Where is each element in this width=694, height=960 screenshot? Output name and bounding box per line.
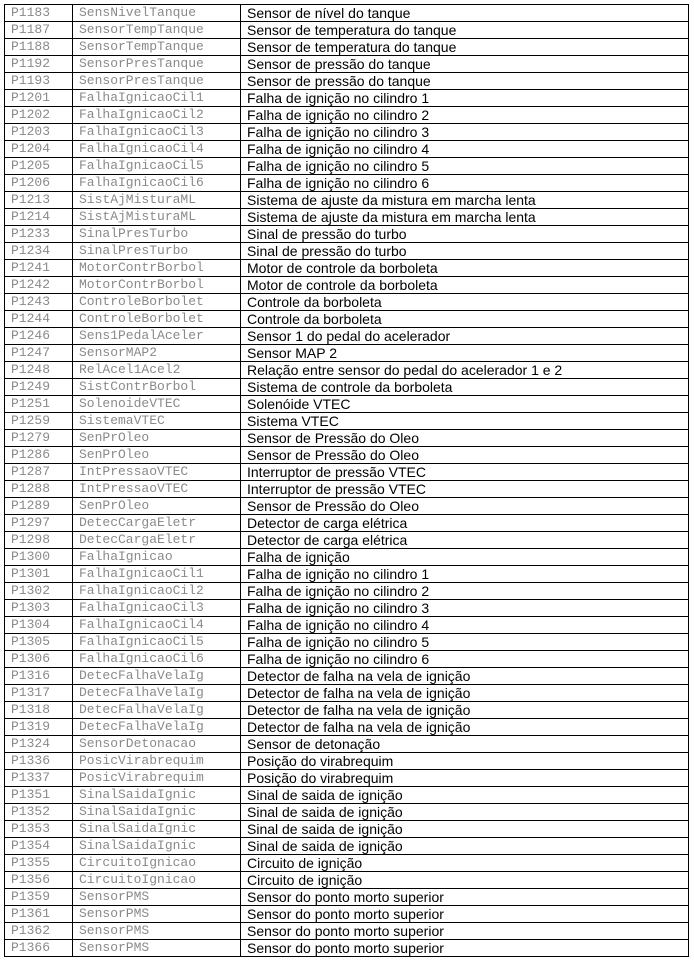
table-row bbox=[5, 481, 689, 498]
table-row bbox=[5, 396, 689, 413]
fault-name-cell: SinalSaidaIgnic bbox=[73, 838, 241, 855]
fault-code-cell: P1288 bbox=[5, 481, 73, 498]
table-row bbox=[5, 753, 689, 770]
table-row bbox=[5, 804, 689, 821]
fault-description-cell: Controle da borboleta bbox=[241, 311, 689, 328]
fault-code-cell: P1183 bbox=[5, 5, 73, 22]
fault-name-cell: SensorPMS bbox=[73, 906, 241, 923]
fault-description-cell: Detector de falha na vela de ignição bbox=[241, 719, 689, 736]
fault-description-cell: Sinal de saida de ignição bbox=[241, 821, 689, 838]
fault-name-cell: SensorTempTanque bbox=[73, 22, 241, 39]
fault-name-cell: DetecFalhaVelaIg bbox=[73, 685, 241, 702]
fault-name-cell: ControleBorbolet bbox=[73, 311, 241, 328]
table-row bbox=[5, 158, 689, 175]
fault-description-cell: Falha de ignição bbox=[241, 549, 689, 566]
table-row bbox=[5, 209, 689, 226]
fault-name-cell: SensorPresTanque bbox=[73, 73, 241, 90]
table-row bbox=[5, 889, 689, 906]
fault-name-cell: FalhaIgnicaoCil2 bbox=[73, 583, 241, 600]
fault-name-cell: PosicVirabrequim bbox=[73, 753, 241, 770]
fault-name-cell: SinalSaidaIgnic bbox=[73, 821, 241, 838]
fault-description-cell: Falha de ignição no cilindro 6 bbox=[241, 651, 689, 668]
table-row bbox=[5, 430, 689, 447]
fault-code-cell: P1259 bbox=[5, 413, 73, 430]
fault-code-cell: P1351 bbox=[5, 787, 73, 804]
fault-name-cell: DetecFalhaVelaIg bbox=[73, 702, 241, 719]
fault-description-cell: Falha de ignição no cilindro 3 bbox=[241, 124, 689, 141]
fault-description-cell: Sistema de ajuste da mistura em marcha lenta bbox=[241, 209, 689, 226]
fault-description-cell: Detector de falha na vela de ignição bbox=[241, 685, 689, 702]
table-row bbox=[5, 243, 689, 260]
fault-name-cell: MotorContrBorbol bbox=[73, 277, 241, 294]
fault-description-cell: Sensor do ponto morto superior bbox=[241, 940, 689, 957]
fault-name-cell: SensorTempTanque bbox=[73, 39, 241, 56]
table-row bbox=[5, 940, 689, 957]
fault-code-table-body bbox=[5, 5, 689, 957]
fault-name-cell: FalhaIgnicaoCil3 bbox=[73, 124, 241, 141]
table-row bbox=[5, 651, 689, 668]
fault-name-cell: SistAjMisturaML bbox=[73, 192, 241, 209]
fault-code-cell: P1355 bbox=[5, 855, 73, 872]
fault-description-cell: Sinal de saida de ignição bbox=[241, 787, 689, 804]
fault-name-cell: SistAjMisturaML bbox=[73, 209, 241, 226]
fault-description-cell: Sensor de pressão do tanque bbox=[241, 73, 689, 90]
fault-name-cell: SistemaVTEC bbox=[73, 413, 241, 430]
fault-code-cell: P1304 bbox=[5, 617, 73, 634]
fault-name-cell: PosicVirabrequim bbox=[73, 770, 241, 787]
table-row bbox=[5, 617, 689, 634]
fault-code-cell: P1359 bbox=[5, 889, 73, 906]
table-row bbox=[5, 192, 689, 209]
fault-description-cell: Sensor de detonação bbox=[241, 736, 689, 753]
fault-code-cell: P1287 bbox=[5, 464, 73, 481]
fault-code-cell: P1289 bbox=[5, 498, 73, 515]
fault-description-cell: Sinal de saida de ignição bbox=[241, 838, 689, 855]
fault-name-cell: IntPressaoVTEC bbox=[73, 464, 241, 481]
fault-name-cell: SenPrOleo bbox=[73, 447, 241, 464]
table-row bbox=[5, 719, 689, 736]
fault-name-cell: DetecCargaEletr bbox=[73, 532, 241, 549]
fault-code-cell: P1286 bbox=[5, 447, 73, 464]
table-row bbox=[5, 532, 689, 549]
fault-code-cell: P1300 bbox=[5, 549, 73, 566]
table-row bbox=[5, 107, 689, 124]
table-row bbox=[5, 413, 689, 430]
table-row bbox=[5, 685, 689, 702]
table-row bbox=[5, 770, 689, 787]
fault-description-cell: Falha de ignição no cilindro 3 bbox=[241, 600, 689, 617]
fault-code-cell: P1303 bbox=[5, 600, 73, 617]
fault-code-cell: P1244 bbox=[5, 311, 73, 328]
fault-description-cell: Sistema de ajuste da mistura em marcha lenta bbox=[241, 192, 689, 209]
fault-code-cell: P1204 bbox=[5, 141, 73, 158]
fault-code-cell: P1193 bbox=[5, 73, 73, 90]
fault-name-cell: FalhaIgnicaoCil6 bbox=[73, 175, 241, 192]
table-row bbox=[5, 498, 689, 515]
fault-description-cell: Controle da borboleta bbox=[241, 294, 689, 311]
fault-name-cell: MotorContrBorbol bbox=[73, 260, 241, 277]
table-row bbox=[5, 515, 689, 532]
fault-code-cell: P1234 bbox=[5, 243, 73, 260]
fault-description-cell: Sistema VTEC bbox=[241, 413, 689, 430]
fault-name-cell: SinalPresTurbo bbox=[73, 243, 241, 260]
fault-name-cell: IntPressaoVTEC bbox=[73, 481, 241, 498]
fault-name-cell: SolenoideVTEC bbox=[73, 396, 241, 413]
table-row bbox=[5, 855, 689, 872]
fault-description-cell: Falha de ignição no cilindro 6 bbox=[241, 175, 689, 192]
fault-code-cell: P1353 bbox=[5, 821, 73, 838]
fault-description-cell: Sensor de Pressão do Oleo bbox=[241, 498, 689, 515]
table-row bbox=[5, 362, 689, 379]
table-row bbox=[5, 583, 689, 600]
fault-description-cell: Sensor de pressão do tanque bbox=[241, 56, 689, 73]
fault-description-cell: Posição do virabrequim bbox=[241, 770, 689, 787]
table-row bbox=[5, 73, 689, 90]
table-row bbox=[5, 702, 689, 719]
table-row bbox=[5, 226, 689, 243]
fault-name-cell: FalhaIgnicaoCil1 bbox=[73, 90, 241, 107]
fault-description-cell: Sensor do ponto morto superior bbox=[241, 923, 689, 940]
fault-code-cell: P1247 bbox=[5, 345, 73, 362]
fault-description-cell: Sensor 1 do pedal do acelerador bbox=[241, 328, 689, 345]
fault-name-cell: FalhaIgnicaoCil6 bbox=[73, 651, 241, 668]
fault-description-cell: Relação entre sensor do pedal do acelerador 1 e 2 bbox=[241, 362, 689, 379]
fault-name-cell: SinalSaidaIgnic bbox=[73, 787, 241, 804]
fault-description-cell: Sinal de saida de ignição bbox=[241, 804, 689, 821]
table-row bbox=[5, 56, 689, 73]
fault-name-cell: FalhaIgnicaoCil4 bbox=[73, 141, 241, 158]
fault-name-cell: CircuitoIgnicao bbox=[73, 872, 241, 889]
table-row bbox=[5, 787, 689, 804]
fault-description-cell: Sensor do ponto morto superior bbox=[241, 906, 689, 923]
fault-name-cell: FalhaIgnicaoCil2 bbox=[73, 107, 241, 124]
fault-description-cell: Falha de ignição no cilindro 4 bbox=[241, 617, 689, 634]
table-row bbox=[5, 124, 689, 141]
fault-name-cell: SensorPMS bbox=[73, 889, 241, 906]
fault-code-cell: P1337 bbox=[5, 770, 73, 787]
fault-description-cell: Circuito de ignição bbox=[241, 872, 689, 889]
fault-name-cell: SensNivelTanque bbox=[73, 5, 241, 22]
fault-description-cell: Interruptor de pressão VTEC bbox=[241, 481, 689, 498]
fault-code-cell: P1318 bbox=[5, 702, 73, 719]
table-row bbox=[5, 923, 689, 940]
fault-name-cell: FalhaIgnicao bbox=[73, 549, 241, 566]
fault-code-cell: P1362 bbox=[5, 923, 73, 940]
fault-code-cell: P1192 bbox=[5, 56, 73, 73]
table-row bbox=[5, 22, 689, 39]
fault-name-cell: SensorPresTanque bbox=[73, 56, 241, 73]
fault-name-cell: CircuitoIgnicao bbox=[73, 855, 241, 872]
fault-code-cell: P1301 bbox=[5, 566, 73, 583]
fault-name-cell: DetecFalhaVelaIg bbox=[73, 668, 241, 685]
fault-code-cell: P1361 bbox=[5, 906, 73, 923]
table-row bbox=[5, 345, 689, 362]
fault-name-cell: SinalPresTurbo bbox=[73, 226, 241, 243]
fault-code-cell: P1243 bbox=[5, 294, 73, 311]
fault-description-cell: Falha de ignição no cilindro 2 bbox=[241, 107, 689, 124]
fault-name-cell: Sens1PedalAceler bbox=[73, 328, 241, 345]
fault-code-cell: P1248 bbox=[5, 362, 73, 379]
fault-name-cell: SensorPMS bbox=[73, 940, 241, 957]
fault-name-cell: SistContrBorbol bbox=[73, 379, 241, 396]
fault-description-cell: Detector de falha na vela de ignição bbox=[241, 702, 689, 719]
fault-code-cell: P1233 bbox=[5, 226, 73, 243]
table-row bbox=[5, 39, 689, 56]
fault-description-cell: Motor de controle da borboleta bbox=[241, 277, 689, 294]
table-row bbox=[5, 141, 689, 158]
fault-description-cell: Sensor do ponto morto superior bbox=[241, 889, 689, 906]
fault-description-cell: Detector de falha na vela de ignição bbox=[241, 668, 689, 685]
fault-code-cell: P1188 bbox=[5, 39, 73, 56]
fault-name-cell: SinalSaidaIgnic bbox=[73, 804, 241, 821]
fault-description-cell: Detector de carga elétrica bbox=[241, 532, 689, 549]
fault-name-cell: FalhaIgnicaoCil5 bbox=[73, 158, 241, 175]
table-row bbox=[5, 294, 689, 311]
fault-name-cell: DetecFalhaVelaIg bbox=[73, 719, 241, 736]
fault-code-cell: P1317 bbox=[5, 685, 73, 702]
fault-code-cell: P1201 bbox=[5, 90, 73, 107]
fault-code-table bbox=[4, 4, 689, 957]
fault-description-cell: Falha de ignição no cilindro 5 bbox=[241, 158, 689, 175]
table-row bbox=[5, 821, 689, 838]
fault-description-cell: Circuito de ignição bbox=[241, 855, 689, 872]
fault-code-cell: P1206 bbox=[5, 175, 73, 192]
fault-code-cell: P1305 bbox=[5, 634, 73, 651]
table-row bbox=[5, 736, 689, 753]
table-row bbox=[5, 260, 689, 277]
fault-description-cell: Falha de ignição no cilindro 2 bbox=[241, 583, 689, 600]
table-row bbox=[5, 5, 689, 22]
fault-code-cell: P1366 bbox=[5, 940, 73, 957]
table-row bbox=[5, 379, 689, 396]
fault-name-cell: SensorDetonacao bbox=[73, 736, 241, 753]
fault-description-cell: Sensor MAP 2 bbox=[241, 345, 689, 362]
fault-description-cell: Posição do virabrequim bbox=[241, 753, 689, 770]
fault-description-cell: Sensor de temperatura do tanque bbox=[241, 39, 689, 56]
fault-name-cell: RelAcel1Acel2 bbox=[73, 362, 241, 379]
fault-code-cell: P1205 bbox=[5, 158, 73, 175]
fault-code-cell: P1298 bbox=[5, 532, 73, 549]
fault-description-cell: Sensor de Pressão do Oleo bbox=[241, 430, 689, 447]
table-row bbox=[5, 906, 689, 923]
fault-code-cell: P1214 bbox=[5, 209, 73, 226]
fault-code-cell: P1202 bbox=[5, 107, 73, 124]
table-row bbox=[5, 311, 689, 328]
table-row bbox=[5, 872, 689, 889]
fault-description-cell: Falha de ignição no cilindro 1 bbox=[241, 566, 689, 583]
table-row bbox=[5, 90, 689, 107]
fault-name-cell: SenPrOleo bbox=[73, 430, 241, 447]
fault-code-cell: P1251 bbox=[5, 396, 73, 413]
fault-code-cell: P1297 bbox=[5, 515, 73, 532]
fault-name-cell: FalhaIgnicaoCil5 bbox=[73, 634, 241, 651]
fault-name-cell: SensorPMS bbox=[73, 923, 241, 940]
fault-code-cell: P1242 bbox=[5, 277, 73, 294]
table-row bbox=[5, 175, 689, 192]
table-row bbox=[5, 566, 689, 583]
table-row bbox=[5, 549, 689, 566]
fault-code-cell: P1336 bbox=[5, 753, 73, 770]
fault-code-cell: P1316 bbox=[5, 668, 73, 685]
fault-description-cell: Sinal de pressão do turbo bbox=[241, 243, 689, 260]
fault-description-cell: Interruptor de pressão VTEC bbox=[241, 464, 689, 481]
table-row bbox=[5, 447, 689, 464]
fault-code-cell: P1203 bbox=[5, 124, 73, 141]
table-row bbox=[5, 668, 689, 685]
fault-description-cell: Solenóide VTEC bbox=[241, 396, 689, 413]
fault-description-cell: Falha de ignição no cilindro 5 bbox=[241, 634, 689, 651]
fault-description-cell: Detector de carga elétrica bbox=[241, 515, 689, 532]
table-row bbox=[5, 328, 689, 345]
fault-code-cell: P1213 bbox=[5, 192, 73, 209]
fault-code-cell: P1354 bbox=[5, 838, 73, 855]
fault-code-cell: P1306 bbox=[5, 651, 73, 668]
fault-name-cell: SenPrOleo bbox=[73, 498, 241, 515]
fault-code-cell: P1324 bbox=[5, 736, 73, 753]
fault-description-cell: Sensor de temperatura do tanque bbox=[241, 22, 689, 39]
fault-code-cell: P1302 bbox=[5, 583, 73, 600]
fault-description-cell: Sinal de pressão do turbo bbox=[241, 226, 689, 243]
fault-description-cell: Sensor de Pressão do Oleo bbox=[241, 447, 689, 464]
fault-code-cell: P1249 bbox=[5, 379, 73, 396]
fault-name-cell: FalhaIgnicaoCil1 bbox=[73, 566, 241, 583]
fault-code-cell: P1319 bbox=[5, 719, 73, 736]
fault-name-cell: FalhaIgnicaoCil4 bbox=[73, 617, 241, 634]
fault-code-cell: P1241 bbox=[5, 260, 73, 277]
table-row bbox=[5, 838, 689, 855]
fault-description-cell: Falha de ignição no cilindro 1 bbox=[241, 90, 689, 107]
fault-code-cell: P1279 bbox=[5, 430, 73, 447]
fault-description-cell: Motor de controle da borboleta bbox=[241, 260, 689, 277]
table-row bbox=[5, 464, 689, 481]
fault-name-cell: FalhaIgnicaoCil3 bbox=[73, 600, 241, 617]
fault-name-cell: SensorMAP2 bbox=[73, 345, 241, 362]
table-row bbox=[5, 277, 689, 294]
table-row bbox=[5, 600, 689, 617]
fault-description-cell: Falha de ignição no cilindro 4 bbox=[241, 141, 689, 158]
fault-code-cell: P1246 bbox=[5, 328, 73, 345]
fault-code-cell: P1187 bbox=[5, 22, 73, 39]
fault-name-cell: ControleBorbolet bbox=[73, 294, 241, 311]
fault-name-cell: DetecCargaEletr bbox=[73, 515, 241, 532]
fault-code-cell: P1356 bbox=[5, 872, 73, 889]
fault-code-cell: P1352 bbox=[5, 804, 73, 821]
table-row bbox=[5, 634, 689, 651]
fault-description-cell: Sensor de nível do tanque bbox=[241, 5, 689, 22]
fault-description-cell: Sistema de controle da borboleta bbox=[241, 379, 689, 396]
